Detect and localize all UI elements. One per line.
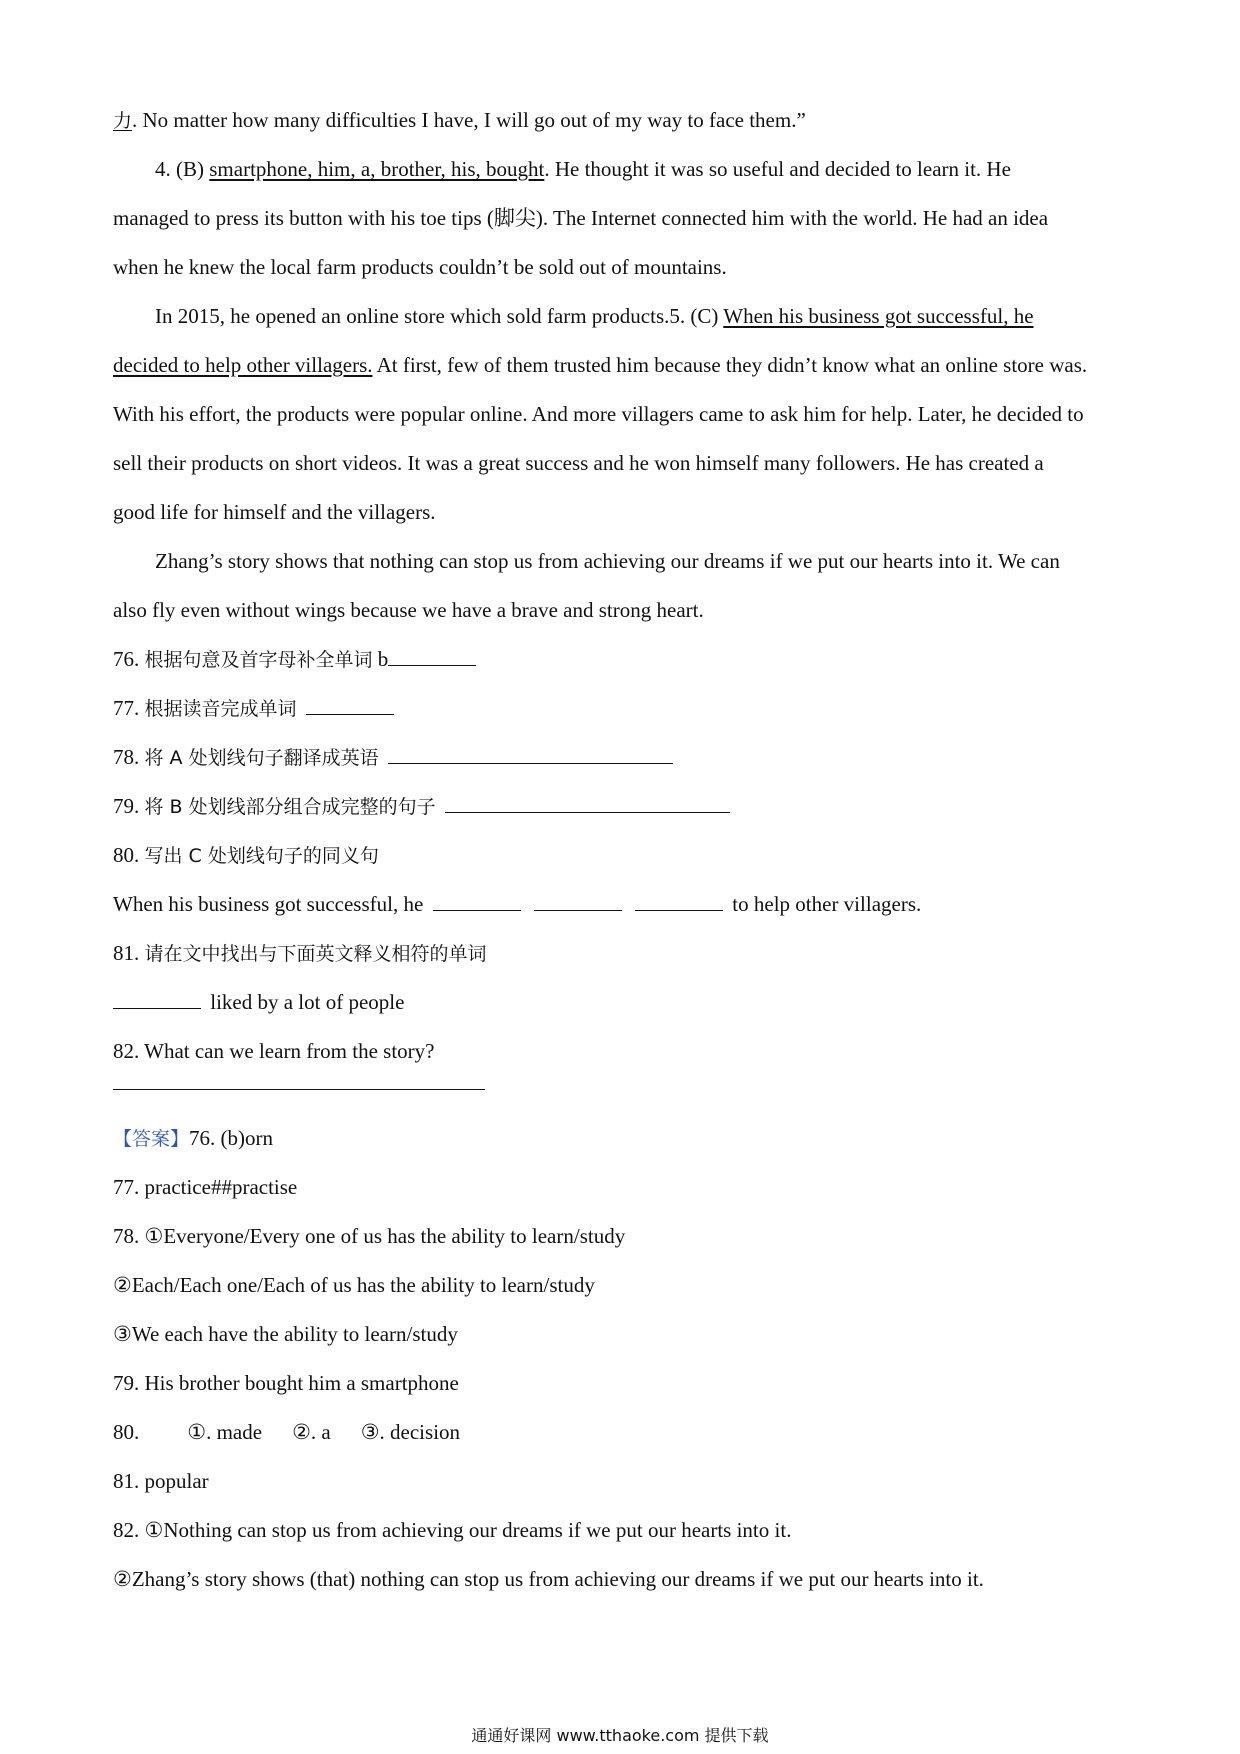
passage-text: In 2015, he opened an online store which sold farm products.5. (C) [155,304,724,328]
question-80-sentence [113,880,1133,929]
question-text: 根据读音完成单词 [144,698,297,720]
answer-part-2: ②. a [292,1420,331,1444]
passage-line-4: when he knew the local farm products couldn’t be sold out of mountains. [113,255,727,279]
question-text: 请在文中找出与下面英文释义相符的单词 [144,943,487,965]
passage-text: . He thought it was so useful and decided to learn it. He [544,157,1011,181]
passage-line-9: good life for himself and the villagers. [113,500,436,524]
question-text: 将 A 处划线句子翻译成英语 [144,747,379,769]
answer-blank-2[interactable] [534,888,622,911]
passage-line-6 [113,341,1133,390]
passage-line-10: Zhang’s story shows that nothing can stop us from achieving our dreams if we put our hearts into it. We can [155,549,1060,573]
answer-number: 80. [113,1420,140,1444]
answer-76 [113,1114,1133,1163]
question-text: 将 B 处划线部分组合成完整的句子 [144,796,436,818]
question-77 [113,684,1133,733]
answer-82-2: ②Zhang’s story shows (that) nothing can stop us from achieving our dreams if we put our hearts into it. [113,1567,984,1591]
question-number: 79. [113,794,140,818]
answer-blank[interactable] [388,741,673,764]
answer-78-1: 78. ①Everyone/Every one of us has the ability to learn/study [113,1224,626,1248]
question-81-definition [113,978,1133,1027]
answer-blank[interactable] [306,692,394,715]
passage-line-5 [113,292,1133,341]
answer-80 [113,1408,1133,1457]
underlined-text-c-cont: decided to help other villagers. [113,353,373,377]
underlined-text-c: When his business got successful, he [723,304,1034,328]
underlined-text-a: 力 [113,110,133,132]
answer-78-2: ②Each/Each one/Each of us has the ability to learn/study [113,1273,595,1297]
answer-part-1: ①. made [187,1420,263,1444]
answer-77: 77. practice##practise [113,1175,298,1199]
answer-82-1: 82. ①Nothing can stop us from achieving our dreams if we put our hearts into it. [113,1518,792,1542]
passage-line-1 [113,96,1133,145]
question-text: 根据句意及首字母补全单词 [144,649,373,671]
passage-text: At first, few of them trusted him because they didn’t know what an online store was. [372,353,1088,377]
question-78 [113,733,1133,782]
answer-blank-1[interactable] [433,888,521,911]
answer-blank-3[interactable] [635,888,723,911]
first-letter: b [377,647,389,671]
question-number: 78. [113,745,140,769]
question-81 [113,929,1133,978]
passage-text: 4. (B) [155,157,210,181]
underlined-text-b: smartphone, him, a, brother, his, bought [209,157,545,181]
answer-part-3: ③. decision [360,1420,461,1444]
answer-blank[interactable] [113,986,201,1009]
sentence-text: to help other villagers. [732,892,922,916]
question-79 [113,782,1133,831]
definition-text: liked by a lot of people [210,990,405,1014]
passage-line-3: managed to press its button with his toe tips (脚尖). The Internet connected him with the world. He had an idea [113,206,1049,230]
question-80 [113,831,1133,880]
passage-text: . No matter how many difficulties I have, I will go out of my way to face them.” [132,108,806,132]
passage-line-8: sell their products on short videos. It was a great success and he won himself many followers. He has created a [113,451,1044,475]
question-number: 80. [113,843,140,867]
answer-text: 76. (b)orn [189,1126,273,1150]
question-number: 77. [113,696,140,720]
answer-blank[interactable] [445,790,730,813]
passage-line-7: With his effort, the products were popular online. And more villagers came to ask him for help. Later, he decided to [113,402,1084,426]
question-number: 76. [113,647,140,671]
answer-81: 81. popular [113,1469,209,1493]
passage-line-2 [113,145,1133,194]
question-number: 81. [113,941,140,965]
document-content [113,96,1133,1604]
page-footer: 通通好课网 www.tthaoke.com 提供下载 [471,1726,769,1745]
sentence-text: When his business got successful, he [113,892,424,916]
question-82: 82. What can we learn from the story? [113,1039,435,1063]
passage-line-11: also fly even without wings because we have a brave and strong heart. [113,598,704,622]
question-76 [113,635,1133,684]
answer-78-3: ③We each have the ability to learn/study [113,1322,458,1346]
answer-line[interactable] [113,1088,485,1090]
answer-blank[interactable] [388,643,476,666]
question-text: 写出 C 处划线句子的同义句 [144,845,379,867]
answer-79: 79. His brother bought him a smartphone [113,1371,459,1395]
answer-tag: 【答案】 [113,1128,190,1150]
